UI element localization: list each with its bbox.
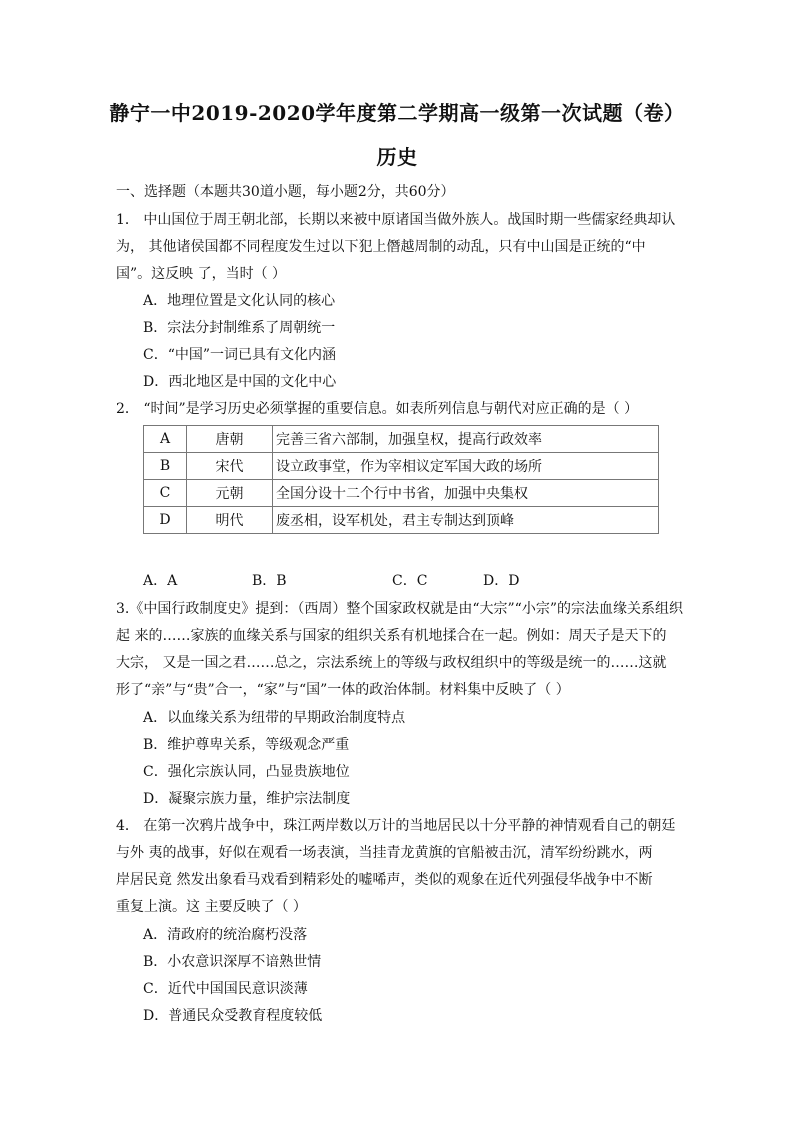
q2-answer-d[interactable]: D．D [483,573,520,589]
q1-option-c[interactable]: C．“中国”一词已具有文化内涵 [143,347,337,363]
q3-line-1: 3.《中国行政制度史》提到：（西周）整个国家政权就是由“大宗”“小宗”的宗法血缘关系组织 [116,601,683,617]
q4-option-a[interactable]: A．清政府的统治腐朽没落 [143,927,308,943]
q1-option-d[interactable]: D．西北地区是中国的文化中心 [143,374,337,390]
table-cell: 明代 [187,507,273,534]
table-row [144,426,659,453]
subject-title: 历史 [376,145,418,169]
table-cell: 全国分设十二个行中书省，加强中央集权 [273,480,659,507]
table-cell: D [144,507,187,534]
q1-option-a[interactable]: A．地理位置是文化认同的核心 [143,293,336,309]
table-cell: C [144,480,187,507]
table-cell: 元朝 [187,480,273,507]
q3-option-a[interactable]: A．以血缘关系为纽带的早期政治制度特点 [143,710,406,726]
table-cell: 完善三省六部制，加强皇权，提高行政效率 [273,426,659,453]
q4-option-b[interactable]: B．小农意识深厚不谙熟世情 [143,954,322,970]
table-cell: A [144,426,187,453]
table-row [144,453,659,480]
q1-line-3: 国”。这反映 了，当时（ ） [116,266,287,282]
section-heading: 一、选择题（本题共30道小题，每小题2分，共60分） [116,184,455,200]
table-cell: B [144,453,187,480]
q2-stem: 2． “时间”是学习历史必须掌握的重要信息。如表所列信息与朝代对应正确的是（ ） [116,401,639,417]
q4-line-4: 重复上演。这 主要反映了（ ） [116,899,307,915]
q4-line-3: 岸居民竟 然发出象看马戏看到精彩处的嘘唏声，类似的观象在近代列强侵华战争中不断 [116,872,653,888]
q4-option-d[interactable]: D．普通民众受教育程度较低 [143,1008,323,1024]
q1-option-b[interactable]: B．宗法分封制维系了周朝统一 [143,320,336,336]
table-cell: 宋代 [187,453,273,480]
q3-option-c[interactable]: C．强化宗族认同，凸显贵族地位 [143,764,350,780]
q3-option-b[interactable]: B．维护尊卑关系，等级观念严重 [143,737,350,753]
q2-answer-b[interactable]: B．B [252,573,287,589]
table-row [144,480,659,507]
table-cell: 唐朝 [187,426,273,453]
q2-answer-c[interactable]: C．C [392,573,428,589]
q1-line-1: 1． 中山国位于周王朝北部，长期以来被中原诸国当做外族人。战国时期一些儒家经典却认 [116,212,676,228]
q4-line-2: 与外 夷的战事，好似在观看一场表演，当挂青龙黄旗的官船被击沉，清军纷纷跳水，两 [116,845,653,861]
q3-line-2: 起 来的……家族的血缘关系与国家的组织关系有机地揉合在一起。例如：周天子是天下的 [116,628,667,644]
table-row [144,507,659,534]
table-cell: 设立政事堂，作为宰相议定军国大政的场所 [273,453,659,480]
q3-option-d[interactable]: D．凝聚宗族力量，维护宗法制度 [143,791,351,807]
q1-line-2: 为， 其他诸侯国都不同程度发生过以下犯上僭越周制的动乱，只有中山国是正统的“中 [116,239,646,255]
exam-title: 静宁一中2019-2020学年度第二学期高一级第一次试题（卷） [109,101,685,125]
q2-table [143,425,659,534]
q3-line-3: 大宗， 又是一国之君……总之，宗法系统上的等级与政权组织中的等级是统一的……这就 [116,655,667,671]
q2-answer-a[interactable]: A．A [143,573,178,589]
q4-option-c[interactable]: C．近代中国国民意识淡薄 [143,981,308,997]
q3-line-4: 形了“亲”与“贵”合一，“家”与“国”一体的政治体制。材料集中反映了（ ） [116,682,570,698]
q4-line-1: 4． 在第一次鸦片战争中，珠江两岸数以万计的当地居民以十分平静的神情观看自己的朝廷 [116,818,676,834]
table-cell: 废丞相，设军机处，君主专制达到顶峰 [273,507,659,534]
